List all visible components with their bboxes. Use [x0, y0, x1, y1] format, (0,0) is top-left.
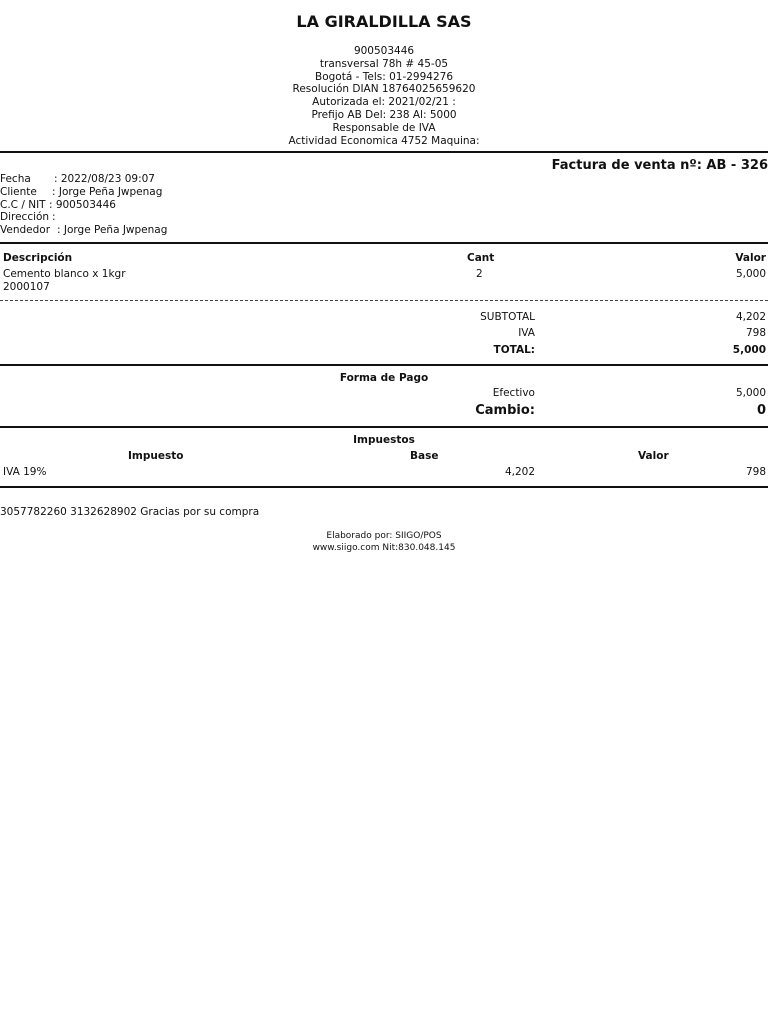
payment-title: Forma de Pago [339, 372, 429, 384]
item-qty: 2 [476, 268, 483, 280]
company-name: LA GIRALDILLA SAS [296, 12, 472, 31]
prefix-range: Prefijo AB Del: 238 Al: 5000 [311, 108, 457, 121]
footer-made-by: Elaborado por: SIIGO/POS [326, 531, 442, 541]
company-address: transversal 78h # 45-05 [319, 57, 449, 70]
footer-web: www.siigo.com Nit:830.048.145 [312, 543, 456, 553]
subtotal-label: SUBTOTAL [480, 311, 535, 323]
tax-row-base: 4,202 [504, 466, 535, 478]
info-row-fecha: Fecha : 2022/08/23 09:07 [0, 173, 155, 185]
authorization-date: Autorizada el: 2021/02/21 : [312, 96, 456, 109]
footer-credits [0, 530, 768, 554]
subtotal-value: 4,202 [735, 311, 766, 323]
divider [0, 242, 768, 244]
tax-row-value: 798 [745, 466, 766, 478]
payment-amount: 5,000 [735, 387, 766, 399]
header-qty: Cant [467, 252, 495, 264]
total-value: 5,000 [732, 344, 766, 356]
info-row-vendedor: Vendedor : Jorge Peña Jwpenag [0, 224, 168, 237]
iva-responsibility: Responsable de IVA [332, 121, 436, 134]
item-description [3, 268, 126, 294]
invoice-info [0, 173, 167, 237]
info-row-cliente: Cliente : Jorge Peña Jwpenag [0, 185, 163, 198]
dashed-divider [0, 300, 768, 301]
tax-header-value: Valor [638, 450, 669, 462]
header-value: Valor [735, 252, 766, 264]
info-row-direccion: Dirección : [0, 211, 56, 224]
change-value: 0 [756, 403, 766, 418]
company-details [0, 45, 768, 147]
tax-header-base: Base [410, 450, 439, 462]
divider [0, 426, 768, 428]
company-nit: 900503446 [353, 45, 415, 57]
iva-value: 798 [745, 327, 766, 339]
change-label: Cambio: [475, 403, 535, 418]
payment-method: Efectivo [492, 387, 535, 399]
company-phones: Bogotá - Tels: 01-2994276 [315, 70, 453, 83]
economic-activity: Actividad Economica 4752 Maquina: [288, 134, 480, 147]
iva-label: IVA [518, 327, 535, 339]
total-label: TOTAL: [493, 344, 535, 356]
tax-row-name: IVA 19% [3, 466, 47, 478]
taxes-title: Impuestos [353, 434, 415, 446]
item-code: 2000107 [3, 281, 50, 293]
info-row-nit: C.C / NIT : 900503446 [0, 198, 116, 211]
invoice-title: Factura de venta nº: AB - 326 [551, 158, 768, 173]
header-description: Descripción [3, 252, 73, 264]
dian-resolution: Resolución DIAN 18764025659620 [292, 83, 476, 96]
item-name: Cemento blanco x 1kgr [3, 268, 126, 280]
tax-header-name: Impuesto [128, 450, 184, 462]
divider [0, 364, 768, 366]
item-value: 5,000 [735, 268, 766, 280]
footer-phones: 3057782260 3132628902 Gracias por su compra [0, 506, 260, 518]
divider [0, 486, 768, 488]
divider [0, 151, 768, 153]
